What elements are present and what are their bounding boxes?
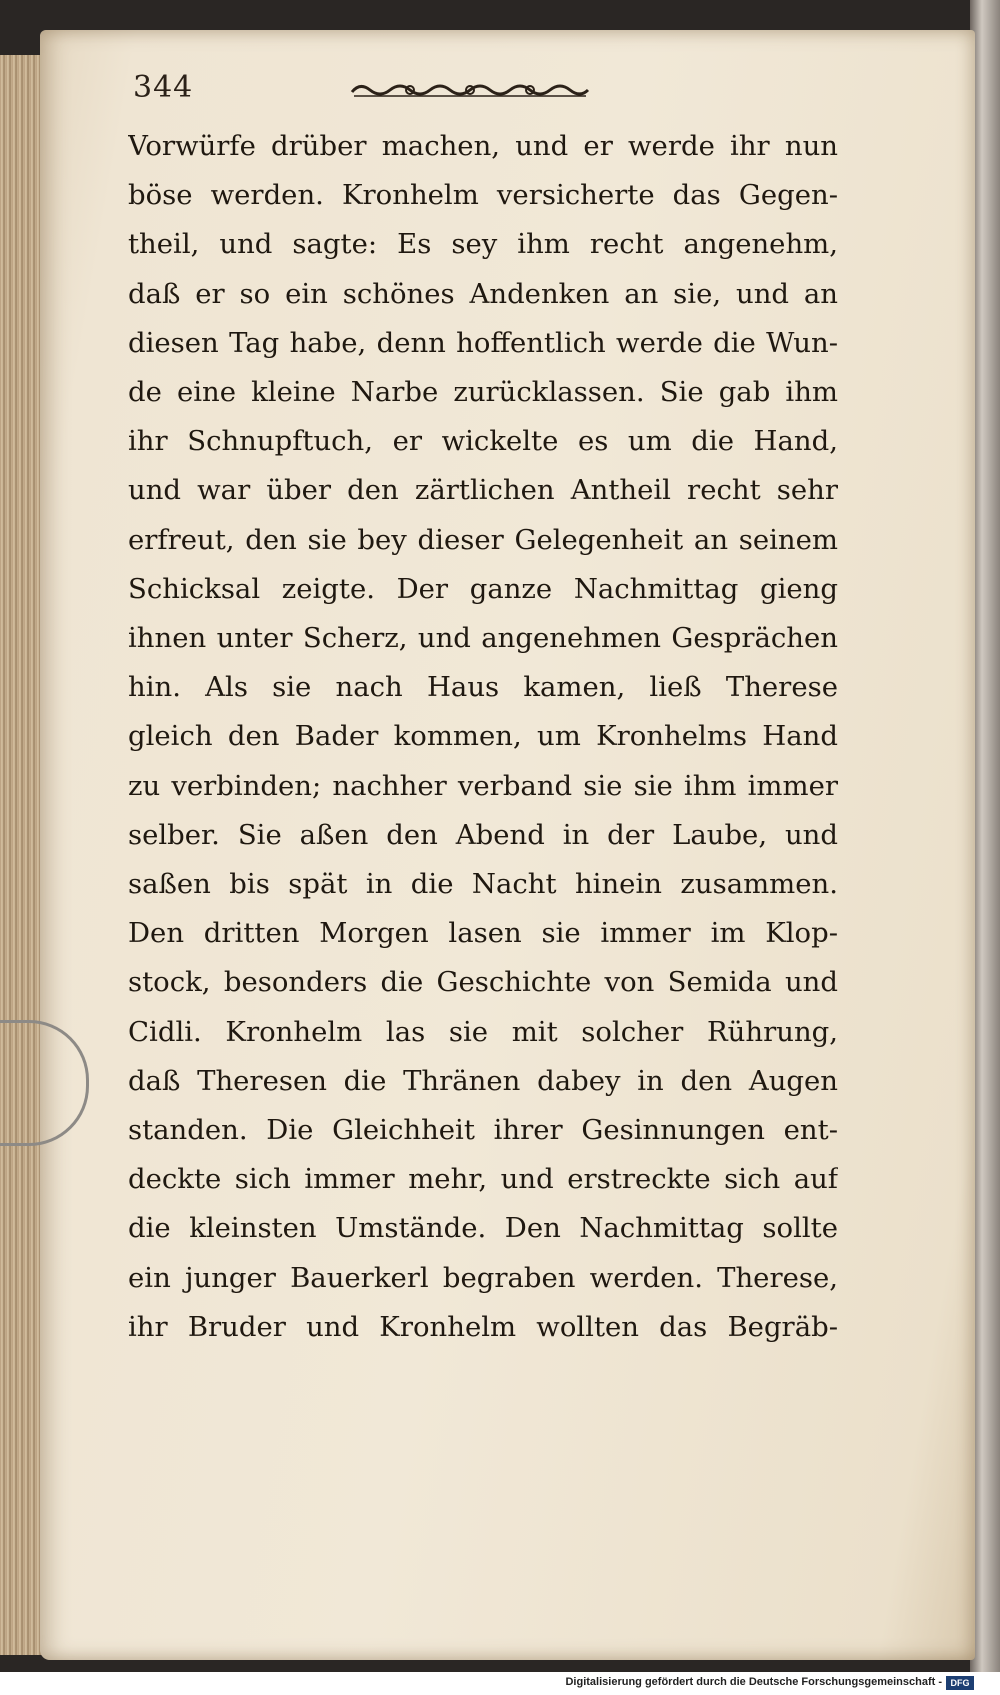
text-line: theil, und sagte: Es sey ihm recht angenehm, bbox=[128, 228, 838, 261]
text-line: ihnen unter Scherz, und angenehmen Gesprächen bbox=[128, 622, 838, 655]
text-line: ein junger Bauerkerl begraben werden. Therese, bbox=[128, 1261, 838, 1294]
text-line: hin. Als sie nach Haus kamen, ließ Therese bbox=[128, 671, 838, 704]
text-line: de eine kleine Narbe zurücklassen. Sie gab ihm bbox=[128, 376, 838, 409]
dfg-logo: DFG bbox=[946, 1676, 974, 1690]
text-line: diesen Tag habe, denn hoffentlich werde die Wun- bbox=[128, 326, 838, 359]
text-line: standen. Die Gleichheit ihrer Gesinnungen ent- bbox=[128, 1114, 838, 1147]
body-text bbox=[128, 122, 838, 1352]
funding-credit: Digitalisierung gefördert durch die Deutsche Forschungsgemeinschaft - bbox=[565, 1676, 942, 1688]
text-line: daß er so ein schönes Andenken an sie, und an bbox=[128, 277, 838, 310]
page-number: 344 bbox=[133, 70, 194, 105]
text-line: stock, besonders die Geschichte von Semida und bbox=[128, 966, 838, 999]
text-line: ihr Schnupftuch, er wickelte es um die Hand, bbox=[128, 425, 838, 458]
text-line: selber. Sie aßen den Abend in der Laube, und bbox=[128, 818, 838, 851]
text-line: und war über den zärtlichen Antheil recht sehr bbox=[128, 474, 838, 507]
text-line: Cidli. Kronhelm las sie mit solcher Rührung, bbox=[128, 1015, 838, 1048]
text-line: die kleinsten Umstände. Den Nachmittag sollte bbox=[128, 1212, 838, 1245]
footer-bar bbox=[0, 1672, 1000, 1695]
text-line: Vorwürfe drüber machen, und er werde ihr nun bbox=[128, 130, 838, 162]
text-line: böse werden. Kronhelm versicherte das Gegen- bbox=[128, 179, 838, 212]
text-line: daß Theresen die Thränen dabey in den Augen bbox=[128, 1064, 838, 1097]
text-line: deckte sich immer mehr, und erstreckte sich auf bbox=[128, 1163, 838, 1196]
text-line: Schicksal zeigte. Der ganze Nachmittag gieng bbox=[128, 572, 838, 605]
text-line: ihr Bruder und Kronhelm wollten das Begräb- bbox=[128, 1310, 838, 1343]
header-ornament bbox=[350, 80, 590, 100]
text-line: erfreut, den sie bey dieser Gelegenheit an seinem bbox=[128, 523, 838, 556]
text-line: gleich den Bader kommen, um Kronhelms Hand bbox=[128, 720, 838, 753]
text-line: zu verbinden; nachher verband sie sie ihm immer bbox=[128, 769, 838, 802]
text-line: Den dritten Morgen lasen sie immer im Klop- bbox=[128, 917, 838, 950]
text-line: saßen bis spät in die Nacht hinein zusammen. bbox=[128, 868, 838, 901]
